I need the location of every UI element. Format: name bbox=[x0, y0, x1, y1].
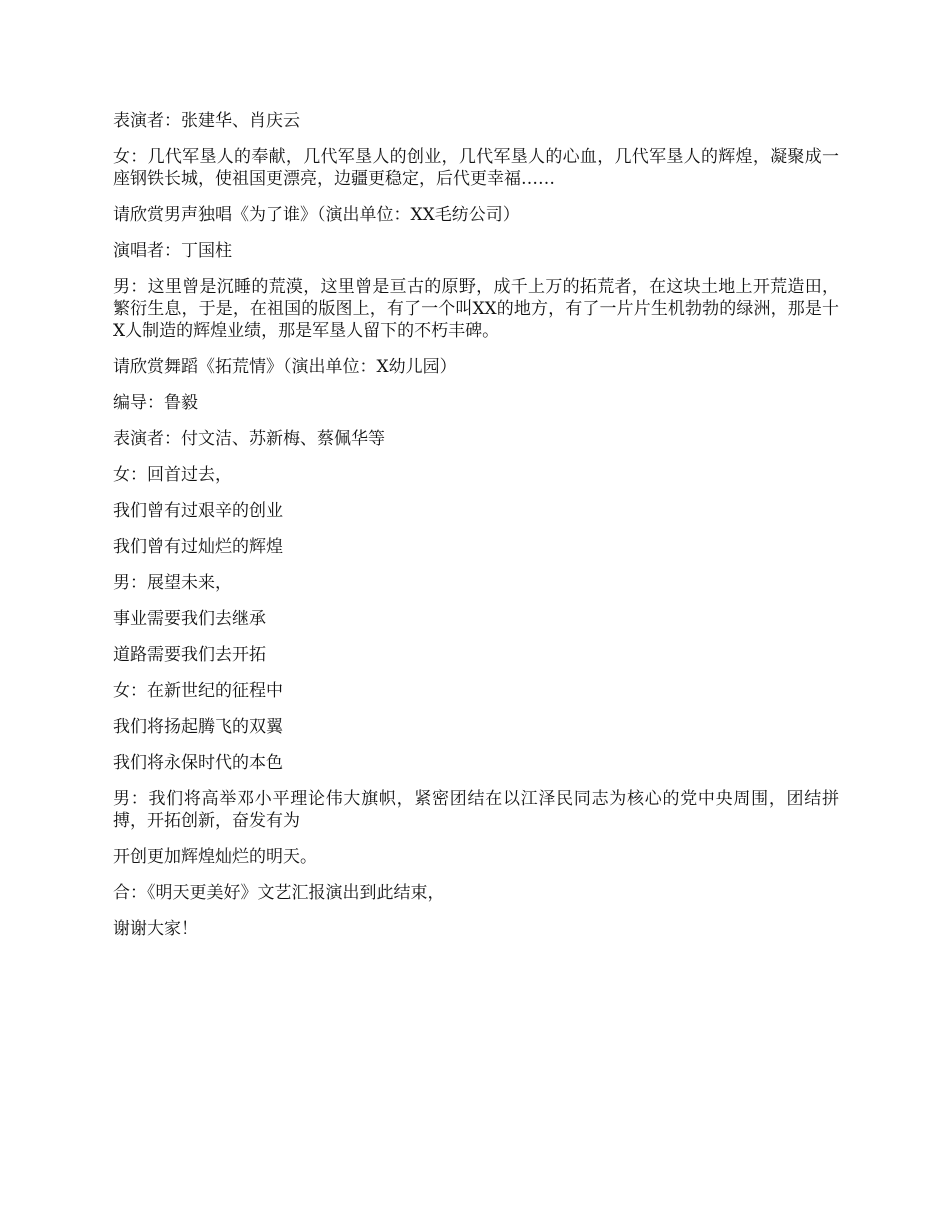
male-narration-1: 男：这里曾是沉睡的荒漠，这里曾是亘古的原野，成千上万的拓荒者，在这块土地上开荒造田，繁衍生息，于是，在祖国的版图上，有了一个叫XX的地方，有了一片片生机勃勃的绿洲，那是十X人制造的辉煌业绩，那是军垦人留下的不朽丰碑。 bbox=[113, 277, 839, 341]
female-narration-3: 女：在新世纪的征程中 bbox=[113, 681, 283, 701]
verse-line: 我们将扬起腾飞的双翼 bbox=[113, 717, 283, 737]
performers-line-2: 表演者：付文洁、苏新梅、蔡佩华等 bbox=[113, 429, 385, 449]
singer-line: 演唱者：丁国柱 bbox=[113, 241, 232, 261]
female-narration-2: 女：回首过去， bbox=[113, 465, 232, 485]
female-narration-1: 女：几代军垦人的奉献，几代军垦人的创业，几代军垦人的心血，几代军垦人的辉煌，凝聚成一座钢铁长城，使祖国更漂亮，边疆更稳定，后代更幸福…… bbox=[113, 147, 839, 189]
male-narration-2: 男：展望未来， bbox=[113, 573, 232, 593]
choreographer-line: 编导：鲁毅 bbox=[113, 393, 198, 413]
verse-line: 事业需要我们去继承 bbox=[113, 609, 266, 629]
closing-thanks: 谢谢大家！ bbox=[113, 919, 198, 939]
verse-line: 我们将永保时代的本色 bbox=[113, 753, 283, 773]
program-announcement-solo: 请欣赏男声独唱《为了谁》（演出单位：XX毛纺公司） bbox=[113, 205, 520, 225]
closing-chorus: 合：《明天更美好》文艺汇报演出到此结束， bbox=[113, 883, 445, 903]
verse-line: 我们曾有过灿烂的辉煌 bbox=[113, 537, 283, 557]
male-narration-3: 男：我们将高举邓小平理论伟大旗帜，紧密团结在以江泽民同志为核心的党中央周围，团结拼搏，开拓创新，奋发有为 bbox=[113, 789, 839, 831]
performers-line-1: 表演者：张建华、肖庆云 bbox=[113, 111, 300, 131]
verse-line: 我们曾有过艰辛的创业 bbox=[113, 501, 283, 521]
document-body bbox=[113, 110, 839, 954]
program-announcement-dance: 请欣赏舞蹈《拓荒情》（演出单位：X幼儿园） bbox=[113, 357, 457, 377]
verse-line: 道路需要我们去开拓 bbox=[113, 645, 266, 665]
verse-line: 开创更加辉煌灿烂的明天。 bbox=[113, 847, 317, 867]
